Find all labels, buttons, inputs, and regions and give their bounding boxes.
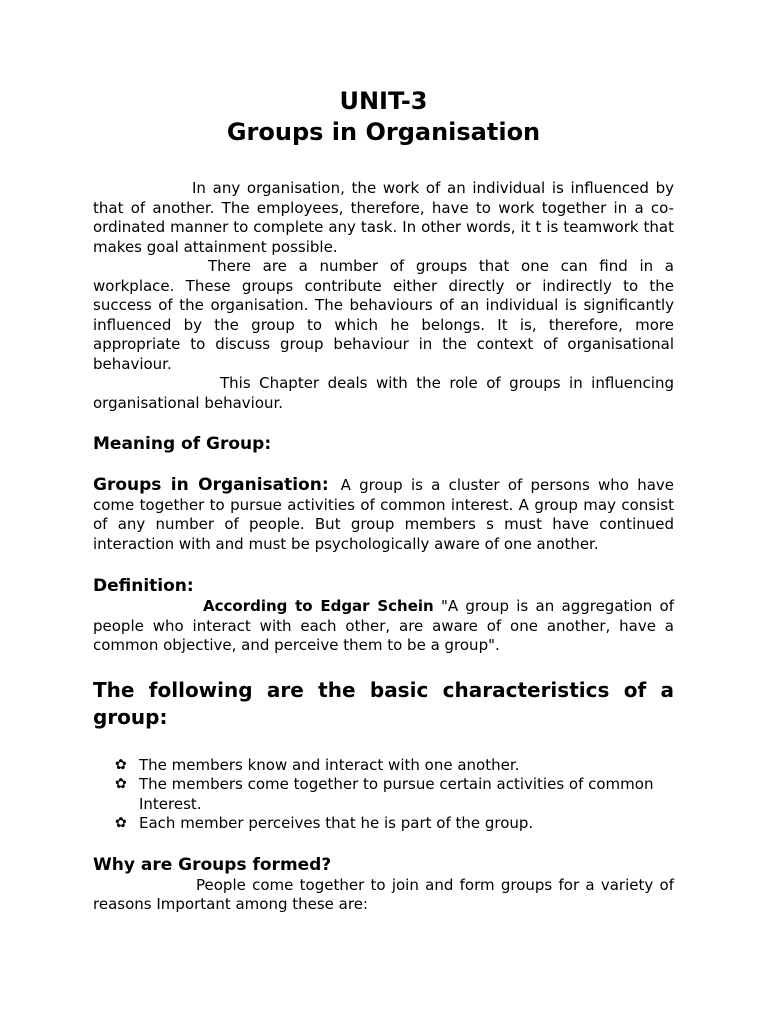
meaning-heading: Meaning of Group: [93,434,272,454]
document-content [93,86,674,915]
why-groups-paragraph: People come together to join and form groups for a variety of reasons Important among these are: [93,875,674,913]
groups-heading: Groups in Organisation: [93,475,329,495]
list-item: ✿ Each member perceives that he is part of the group. [115,814,534,832]
definition-paragraph [93,597,674,656]
list-item: ✿ The members come together to pursue certain activities of common Interest. [115,775,654,813]
intro-paragraph-2: There are a number of groups that one can find in a workplace. These groups contribute either directly or indirectly to the success of the organisation. The behaviours of an individual is significantly influenced by the group to which he belongs. It is, therefore, more appropriate to discuss group behaviour in the context of organisational behaviour. [93,257,674,373]
definition-heading: Definition: [93,576,194,596]
page-title: Groups in Organisation [226,118,541,146]
groups-paragraph [93,476,674,554]
intro-paragraph-3: This Chapter deals with the role of groups in influencing organisational behaviour. [93,374,674,412]
intro-paragraph-1: In any organisation, the work of an individual is influenced by that of another. The employees, therefore, have to work together in a co-ordinated manner to complete any task. In other words, it t is teamwork that makes goal attainment possible. [93,179,674,256]
definition-text: "A group is an aggregation of people who interact with each other, are aware of one another, have a common objective, and perceive them to be a group". [93,597,674,654]
characteristics-heading: The following are the basic characteristics of a group: [93,677,674,729]
flower-bullet-icon: ✿ [115,776,127,792]
why-groups-heading: Why are Groups formed? [93,854,332,875]
unit-label: UNIT-3 [339,87,428,115]
definition-attribution: According to Edgar Schein [203,597,434,615]
characteristics-list [93,756,674,834]
flower-bullet-icon: ✿ [115,756,127,773]
groups-text: A group is a cluster of persons who have come together to pursue activities of common interest. A group may consist of any number of people. But group members s must have continued interaction with and must be psychologically aware of one another. [93,476,674,553]
list-item: ✿ The members know and interact with one another. [115,755,520,774]
flower-bullet-icon: ✿ [115,815,127,831]
